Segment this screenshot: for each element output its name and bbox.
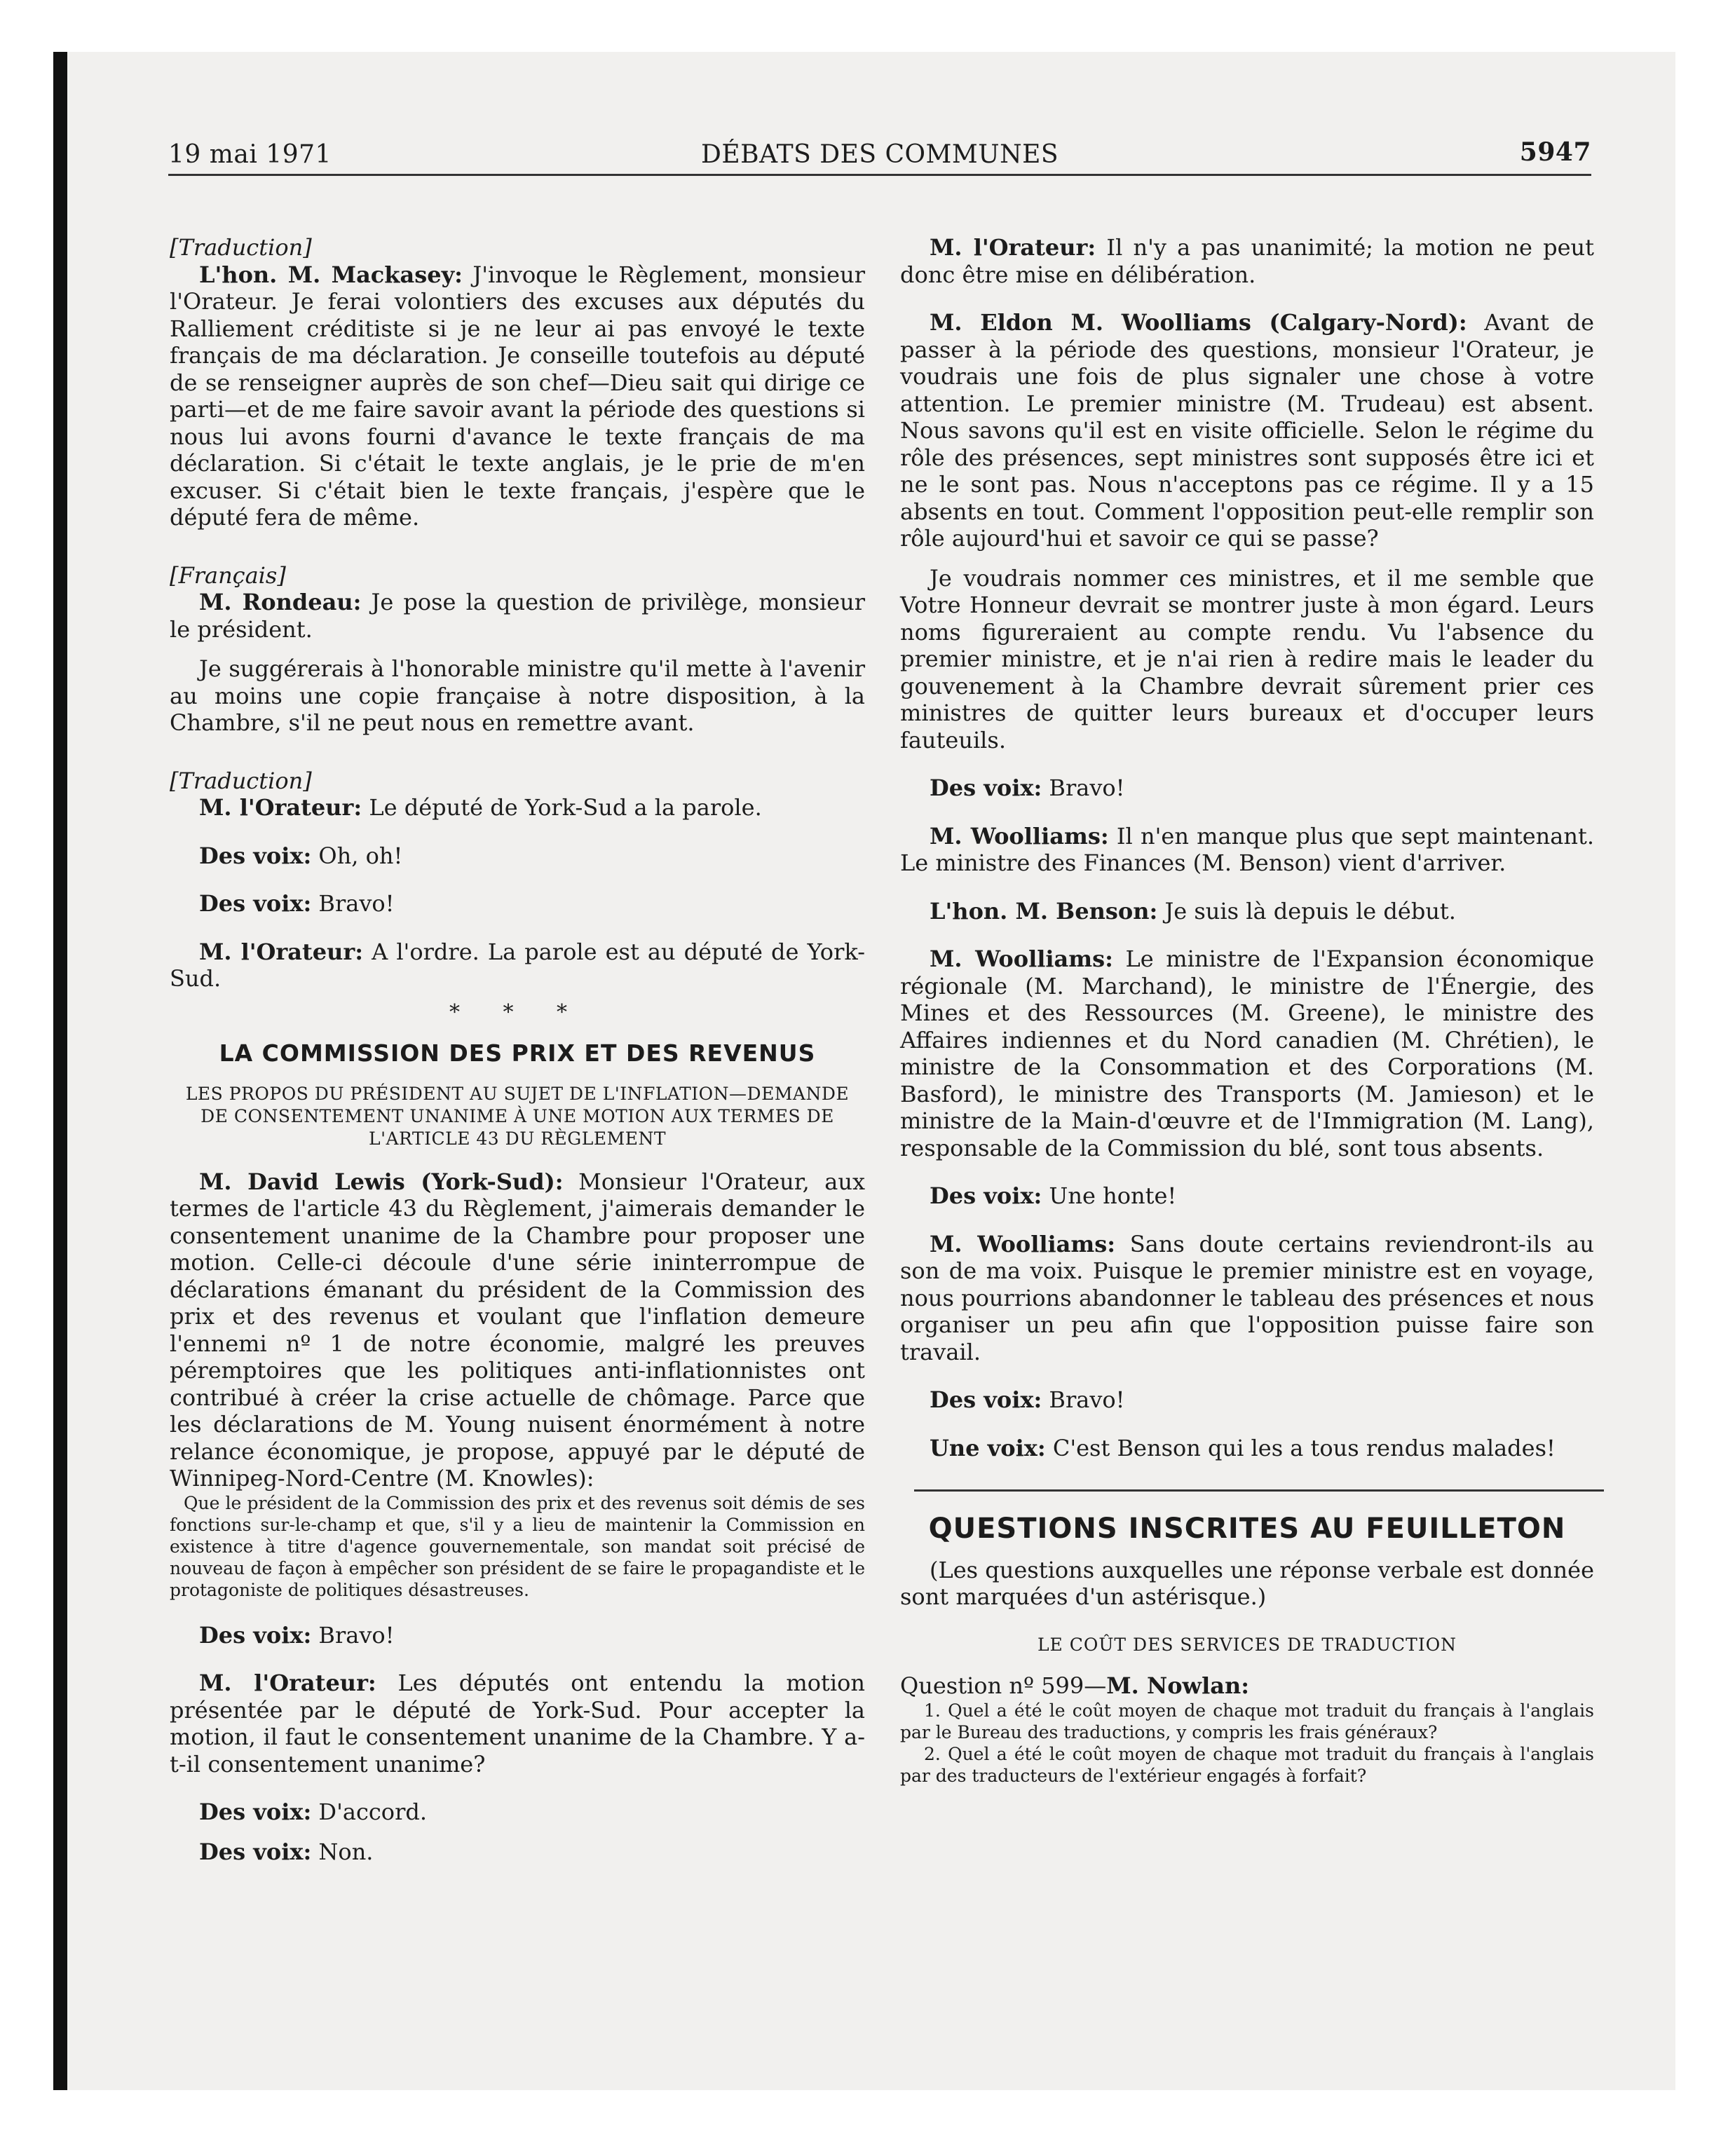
speech-text: D'accord. — [311, 1799, 428, 1825]
speech-paragraph — [170, 1799, 865, 1826]
speaker: Des voix: — [930, 1182, 1042, 1209]
questions-note: (Les questions auxquelles une réponse verbale est donnée sont marquées d'un astérisque.) — [900, 1556, 1594, 1610]
speech-paragraph — [170, 1838, 865, 1866]
speaker: M. l'Orateur: — [930, 234, 1096, 261]
speech-paragraph — [900, 1435, 1594, 1462]
scan-top-margin — [67, 0, 1735, 52]
section-subheading: LES PROPOS DU PRÉSIDENT AU SUJET DE L'INFLATION—DEMANDE DE CONSENTEMENT UNANIME À UNE MOTION AUX TERMES DE L'ARTICLE 43 DU RÈGLEMENT — [185, 1083, 850, 1149]
speech-paragraph — [900, 1386, 1594, 1414]
scan-margin — [0, 0, 53, 2156]
scan-binding-edge — [53, 52, 67, 2090]
section-tag: [Traduction] — [170, 767, 312, 794]
speaker: M. Rondeau: — [199, 589, 362, 615]
speaker: M. Woolliams: — [930, 1230, 1116, 1257]
question-label: Question nº 599— — [900, 1672, 1107, 1699]
speech-text: J'invoque le Règlement, monsieur l'Orateur. Je ferai volontiers des excuses aux députés du Ralliement créditiste si je ne leur ai pas envoyé le texte français de ma déclaration. Je conseille toutefois au député de se renseigner auprès de son chef—Dieu sait qui dirige ce parti—et de me faire savoir avant la période des questions si nous lui avons fourni d'avance le texte français de ma déclaration. Si c'était le texte anglais, je le prie de m'en excuser. Si c'était bien le texte français, j'espère que le député fera de même. — [170, 261, 866, 531]
speech-paragraph — [900, 775, 1594, 802]
horizontal-rule — [914, 1489, 1604, 1492]
speaker: L'hon. M. Mackasey: — [199, 261, 463, 288]
left-column — [170, 234, 865, 1865]
speaker: M. l'Orateur: — [199, 794, 362, 821]
section-tag: [Traduction] — [170, 234, 312, 261]
speech-text: Oh, oh! — [311, 842, 403, 869]
speech-paragraph — [900, 309, 1594, 552]
speech-paragraph — [170, 1670, 865, 1778]
speech-paragraph — [170, 794, 865, 821]
speech-paragraph — [900, 946, 1594, 1161]
speech-text: Le député de York-Sud a la parole. — [362, 794, 762, 821]
speech-paragraph — [170, 842, 865, 870]
speech-text: Je suis là depuis le début. — [1157, 897, 1456, 925]
running-header — [168, 137, 1591, 176]
speech-text: Il n'y a pas unanimité; la motion ne peut donc être mise en délibération. — [900, 234, 1595, 288]
speaker: Des voix: — [199, 1799, 312, 1825]
speaker: Des voix: — [930, 775, 1042, 801]
speaker: M. l'Orateur: — [199, 938, 364, 965]
header-date: 19 mai 1971 — [168, 140, 332, 169]
speech-paragraph — [170, 939, 865, 992]
speech-text: Sans doute certains reviendront-ils au son de ma voix. Puisque le premier ministre est en voyage, nous pourrions abandonner le tableau des présences et nous organiser un peu afin que l'opposition puisse faire son travail. — [900, 1230, 1595, 1365]
speaker: M. Woolliams: — [930, 946, 1113, 972]
question-line — [900, 1672, 1594, 1700]
speech-text: Bravo! — [311, 1621, 395, 1649]
question-item: 2. Quel a été le coût moyen de chaque mot traduit du français à l'anglais par des traducteurs de l'extérieur engagés à forfait? — [900, 1743, 1594, 1786]
speaker: Des voix: — [199, 1838, 312, 1865]
speaker: Des voix: — [199, 842, 312, 869]
speaker: L'hon. M. Benson: — [930, 897, 1158, 925]
speech-text: Bravo! — [1042, 1386, 1125, 1413]
speaker: M. David Lewis (York-Sud): — [199, 1168, 564, 1195]
speech-paragraph: Je suggérerais à l'honorable ministre qu'il mette à l'avenir au moins une copie française à notre disposition, à la Chambre, s'il ne peut nous en remettre avant. — [170, 655, 865, 736]
speaker: Une voix: — [930, 1434, 1046, 1461]
question-author: M. Nowlan: — [1106, 1672, 1250, 1699]
speech-paragraph — [900, 1182, 1594, 1210]
speech-text: Une honte! — [1042, 1182, 1177, 1209]
speech-text: Bravo! — [311, 890, 395, 917]
speaker: Des voix: — [930, 1386, 1042, 1413]
speech-paragraph — [170, 1168, 865, 1492]
header-title: DÉBATS DES COMMUNES — [700, 140, 1059, 169]
speech-text: Les députés ont entendu la motion présentée par le député de York-Sud. Pour accepter la motion, il faut le consentement unanime de la Chambre. Y a-t-il consentement unanime? — [170, 1670, 866, 1778]
speech-paragraph — [900, 823, 1594, 877]
speaker: Des voix: — [199, 1621, 312, 1649]
speaker: M. l'Orateur: — [199, 1670, 376, 1696]
speech-text: C'est Benson qui les a tous rendus malades! — [1045, 1434, 1556, 1461]
questions-heading: QUESTIONS INSCRITES AU FEUILLETON — [928, 1513, 1566, 1545]
speech-paragraph — [900, 234, 1594, 288]
speech-paragraph — [170, 890, 865, 917]
speech-text: Le ministre de l'Expansion économique régionale (M. Marchand), le ministre de l'Énergie, des Mines et des Ressources (M. Greene), le ministre des Affaires indiennes et du Nord canadien (M. Chrétien), le ministre de la Consommation et des Corporations (M. Basford), le ministre des Transports (M. Jamieson) et le ministre de la Main-d'œuvre et de l'Immigration (M. Lang), responsable de la Commission du blé, sont tous absents. — [900, 946, 1595, 1161]
speaker: M. Woolliams: — [930, 822, 1109, 850]
speech-text: Monsieur l'Orateur, aux termes de l'article 43 du Règlement, j'aimerais demander le consentement unanime de la Chambre pour proposer une motion. Celle-ci découle d'une série ininterrompue de déclarations émanant du président de la Commission des prix et des revenus et voulant que l'inflation demeure l'ennemi nº 1 de notre économie, malgré les preuves péremptoires que les politiques anti-inflationnistes ont contribué à créer la crise actuelle de chômage. Parce que les déclarations de M. Young nuisent énormément à notre relance économique, je propose, appuyé par le député de Winnipeg-Nord-Centre (M. Knowles): — [170, 1168, 866, 1492]
page-number: 5947 — [1519, 137, 1591, 167]
speech-paragraph — [170, 1622, 865, 1649]
speech-text: A l'ordre. La parole est au député de York-Sud. — [170, 938, 866, 992]
section-separator: * * * — [449, 999, 586, 1025]
section-tag: [Français] — [170, 561, 286, 589]
speech-paragraph — [900, 1231, 1594, 1366]
speech-text: Avant de passer à la période des questions, monsieur l'Orateur, je voudrais une fois de plus signaler une chose à votre attention. Le premier ministre (M. Trudeau) est absent. Nous savons qu'il est en visite officielle. Selon le régime du rôle des présences, sept ministres sont supposés être ici et ne le sont pas. Nous n'acceptons pas ce régime. Il y a 15 absents en tout. Comment l'opposition peut-elle remplir son rôle aujourd'hui et savoir ce qui se passe? — [900, 309, 1595, 552]
speech-paragraph: Je voudrais nommer ces ministres, et il me semble que Votre Honneur devrait se montrer juste à mon égard. Leurs noms figureraient au compte rendu. Vu l'absence du premier ministre, et je n'ai rien à redire mais le leader du gouvenement à la Chambre devrait sûrement prier ces ministres de quitter leurs bureaux et d'occuper leurs fauteuils. — [900, 564, 1594, 753]
question-item: 1. Quel a été le coût moyen de chaque mot traduit du français à l'anglais par le Bureau des traductions, y compris les frais généraux? — [900, 1700, 1594, 1742]
speaker: Des voix: — [199, 890, 312, 917]
motion-text: Que le président de la Commission des prix et des revenus soit démis de ses fonctions sur-le-champ et que, s'il y a lieu de maintenir la Commission en existence à titre d'agence gouvernementale, son mandat soit précisé de nouveau de façon à empêcher son président de se faire le propagandiste et le protagoniste de politiques désastreuses. — [170, 1492, 865, 1600]
speech-text: Je pose la question de privilège, monsieur le président. — [170, 589, 865, 643]
speech-paragraph — [170, 261, 865, 531]
speech-text: Il n'en manque plus que sept maintenant. Le ministre des Finances (M. Benson) vient d'arriver. — [900, 822, 1595, 876]
speech-paragraph — [170, 589, 865, 643]
question-subsection-heading: LE COÛT DES SERVICES DE TRADUCTION — [1037, 1634, 1457, 1655]
section-heading: LA COMMISSION DES PRIX ET DES REVENUS — [219, 1039, 816, 1067]
right-column — [900, 234, 1594, 1787]
speech-text: Non. — [311, 1838, 374, 1865]
speech-paragraph — [900, 898, 1594, 925]
speech-text: Bravo! — [1042, 775, 1125, 801]
speaker: M. Eldon M. Woolliams (Calgary-Nord): — [930, 309, 1467, 336]
